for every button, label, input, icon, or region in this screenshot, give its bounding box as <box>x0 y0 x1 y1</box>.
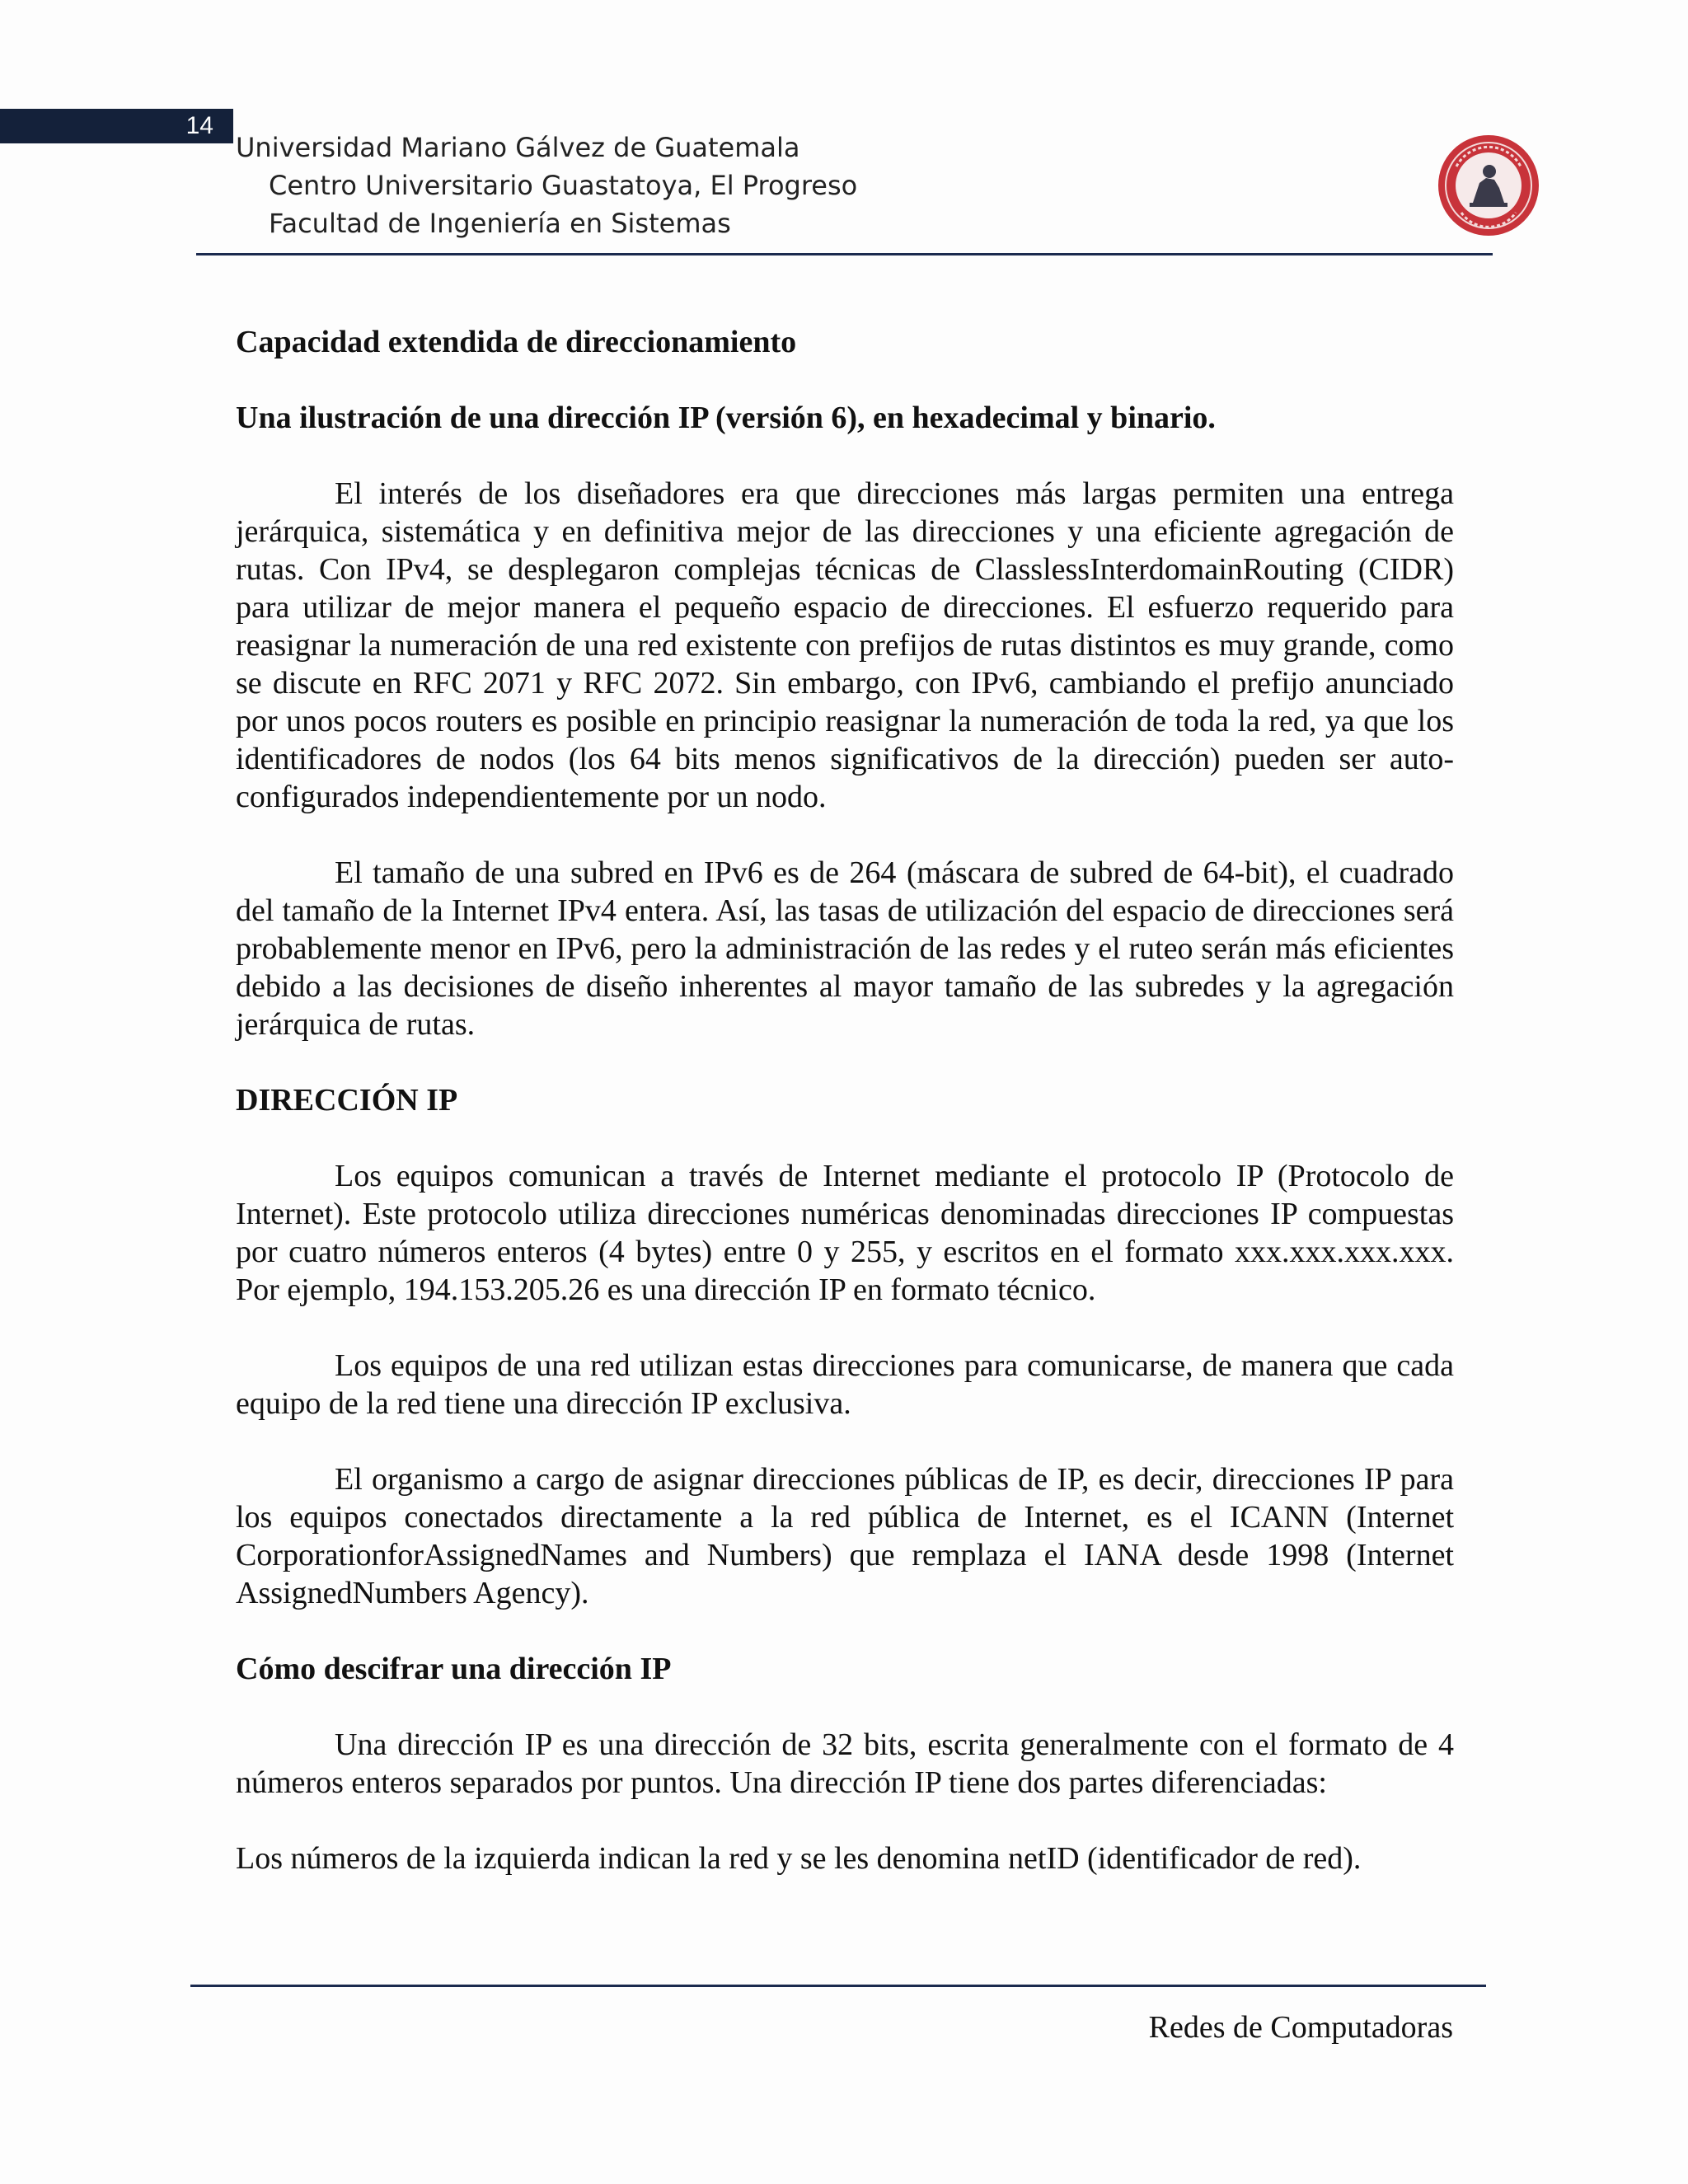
footer-divider <box>190 1985 1486 1987</box>
paragraph: El organismo a cargo de asignar direcciones públicas de IP, es decir, direcciones IP para los equipos conectados directamente a la red pública de Internet, es el ICANN (Internet CorporationforAssignedNames and Numbers) que remplaza el IANA desde 1998 (Internet AssignedNumbers Agency). <box>236 1462 1454 1610</box>
paragraph: Los equipos de una red utilizan estas direcciones para comunicarse, de manera que cada equipo de la red tiene una dirección IP exclusiva. <box>236 1348 1454 1421</box>
paragraph: El interés de los diseñadores era que direcciones más largas permiten una entrega jerárquica, sistemática y en definitiva mejor de las direcciones y una eficiente agregación de rutas. Con IPv4, se desplegaron complejas técnicas de ClasslessInterdomainRouting (CIDR) para utilizar de mejor manera el pequeño espacio de direcciones. El esfuerzo requerido para reasignar la numeración de una red existente con prefijos de rutas distintos es muy grande, como se discute en RFC 2071 y RFC 2072. Sin embargo, con IPv6, cambiando el prefijo anunciado por unos pocos routers es posible en principio reasignar la numeración de toda la red, ya que los identificadores de nodos (los 64 bits menos significativos de la dirección) pueden ser auto-configurados independientemente por un nodo. <box>236 476 1454 814</box>
paragraph: Los equipos comunican a través de Internet mediante el protocolo IP (Protocolo de Internet). Este protocolo utiliza direcciones numéricas denominadas direcciones IP compuestas por cuatro números enteros (4 bytes) entre 0 y 255, y escritos en el formato xxx.xxx.xxx.xxx. Por ejemplo, 194.153.205.26 es una dirección IP en formato técnico. <box>236 1159 1454 1307</box>
section-heading-capacidad: Capacidad extendida de direccionamiento <box>236 325 797 359</box>
page-number: 14 <box>0 109 233 143</box>
page-body <box>236 323 1454 1915</box>
footer-title: Redes de Computadoras <box>1148 2010 1453 2045</box>
section-heading-descifrar: Cómo descifrar una dirección IP <box>236 1652 672 1686</box>
paragraph: Una dirección IP es una dirección de 32 bits, escrita generalmente con el formato de 4 números enteros separados por puntos. Una dirección IP tiene dos partes diferenciadas: <box>236 1727 1454 1800</box>
header-university: Universidad Mariano Gálvez de Guatemala <box>236 132 800 163</box>
paragraph: El tamaño de una subred en IPv6 es de 264 (máscara de subred de 64-bit), el cuadrado del tamaño de la Internet IPv4 entera. Así, las tasas de utilización del espacio de direcciones será probablemente menor en IPv6, pero la administración de las redes y el ruteo serán más eficientes debido a las decisiones de diseño inherentes al mayor tamaño de las subredes y la agregación jerárquica de rutas. <box>236 855 1454 1042</box>
header-center: Centro Universitario Guastatoya, El Progreso <box>269 170 858 201</box>
section-heading-direccion-ip: DIRECCIÓN IP <box>236 1083 458 1118</box>
header-divider <box>196 253 1493 255</box>
section-heading-ilustracion: Una ilustración de una dirección IP (versión 6), en hexadecimal y binario. <box>236 401 1216 435</box>
paragraph: Los números de la izquierda indican la red y se les denomina netID (identificador de red). <box>236 1841 1362 1876</box>
university-seal-logo <box>1437 134 1540 237</box>
header-faculty: Facultad de Ingeniería en Sistemas <box>269 208 731 239</box>
